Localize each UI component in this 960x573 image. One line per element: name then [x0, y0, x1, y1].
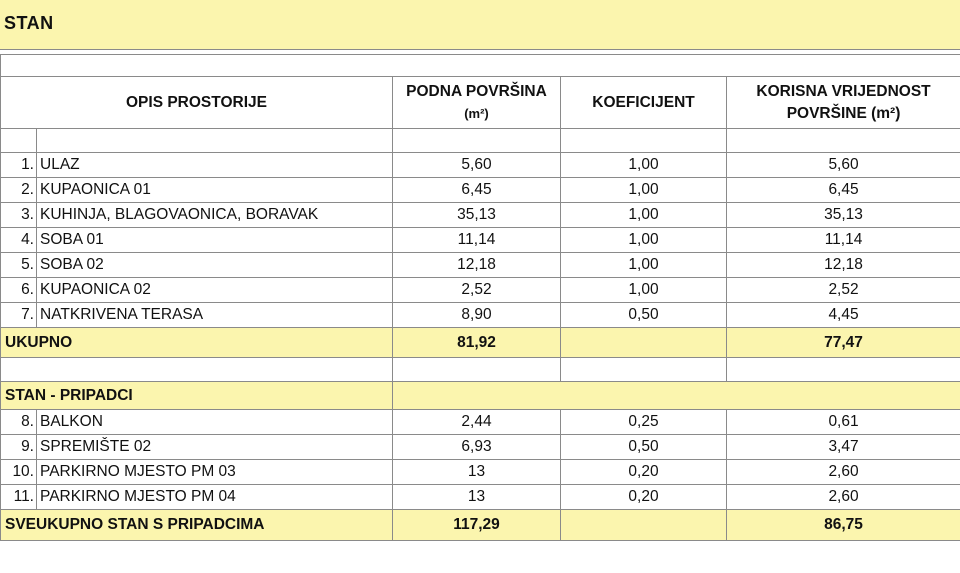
grand-total-area: 117,29	[393, 510, 561, 541]
floor-area: 2,52	[393, 278, 561, 303]
usable-value: 6,45	[727, 178, 960, 203]
room-name: SOBA 01	[37, 228, 393, 253]
appurtenances-title-row	[1, 382, 960, 410]
table-row	[1, 410, 960, 435]
floor-area: 35,13	[393, 203, 561, 228]
room-name: NATKRIVENA TERASA	[37, 303, 393, 328]
floor-area: 5,60	[393, 153, 561, 178]
coefficient: 1,00	[561, 178, 727, 203]
blank-row	[1, 55, 960, 77]
table-row	[1, 153, 960, 178]
table-row	[1, 178, 960, 203]
floor-area: 12,18	[393, 253, 561, 278]
title-band	[0, 0, 960, 50]
floor-area: 6,45	[393, 178, 561, 203]
header-usable-value-line2: POVRŠINE (m²)	[786, 104, 901, 122]
room-name: KUPAONICA 02	[37, 278, 393, 303]
room-name: KUHINJA, BLAGOVAONICA, BORAVAK	[37, 203, 393, 228]
usable-value: 3,47	[727, 435, 960, 460]
coefficient: 0,20	[561, 485, 727, 510]
usable-value: 35,13	[727, 203, 960, 228]
row-number: 6.	[1, 278, 37, 303]
header-floor-area	[393, 77, 561, 129]
usable-value: 0,61	[727, 410, 960, 435]
coefficient: 0,50	[561, 303, 727, 328]
coefficient: 1,00	[561, 203, 727, 228]
coefficient: 0,50	[561, 435, 727, 460]
row-number: 9.	[1, 435, 37, 460]
table-row	[1, 435, 960, 460]
grand-total-row	[1, 510, 960, 541]
appurtenances-body	[1, 410, 960, 510]
usable-value: 4,45	[727, 303, 960, 328]
spacer-row	[1, 358, 960, 382]
header-usable-value-line1: KORISNA VRIJEDNOST	[756, 82, 931, 100]
table-row	[1, 278, 960, 303]
table-row	[1, 485, 960, 510]
total-label: UKUPNO	[1, 328, 393, 358]
table-row	[1, 303, 960, 328]
total-usable: 77,47	[727, 328, 960, 358]
floor-area: 13	[393, 460, 561, 485]
header-usable-value	[727, 77, 960, 129]
usable-value: 11,14	[727, 228, 960, 253]
table-row	[1, 228, 960, 253]
coefficient: 0,20	[561, 460, 727, 485]
appurtenances-title: STAN - PRIPADCI	[1, 382, 393, 410]
room-name: PARKIRNO MJESTO PM 03	[37, 460, 393, 485]
coefficient: 1,00	[561, 253, 727, 278]
rooms-body	[1, 153, 960, 328]
table-row	[1, 253, 960, 278]
usable-value: 2,52	[727, 278, 960, 303]
total-row	[1, 328, 960, 358]
coefficient: 1,00	[561, 228, 727, 253]
row-number: 7.	[1, 303, 37, 328]
coefficient: 1,00	[561, 278, 727, 303]
room-name: BALKON	[37, 410, 393, 435]
header-row	[1, 77, 960, 129]
room-name: KUPAONICA 01	[37, 178, 393, 203]
floor-area: 2,44	[393, 410, 561, 435]
row-number: 8.	[1, 410, 37, 435]
header-floor-area-unit: (m²)	[464, 105, 489, 121]
header-floor-area-label: PODNA POVRŠINA	[406, 82, 547, 100]
area-table	[0, 54, 960, 541]
coefficient: 0,25	[561, 410, 727, 435]
row-number: 10.	[1, 460, 37, 485]
usable-value: 12,18	[727, 253, 960, 278]
table-row	[1, 460, 960, 485]
row-number: 2.	[1, 178, 37, 203]
row-number: 1.	[1, 153, 37, 178]
usable-value: 2,60	[727, 485, 960, 510]
floor-area: 8,90	[393, 303, 561, 328]
grand-total-usable: 86,75	[727, 510, 960, 541]
room-name: ULAZ	[37, 153, 393, 178]
header-coefficient: KOEFICIJENT	[561, 77, 727, 129]
usable-value: 5,60	[727, 153, 960, 178]
sheet-title: STAN	[4, 13, 54, 33]
row-number: 3.	[1, 203, 37, 228]
row-number: 4.	[1, 228, 37, 253]
spacer-row	[1, 129, 960, 153]
row-number: 11.	[1, 485, 37, 510]
coefficient: 1,00	[561, 153, 727, 178]
room-name: PARKIRNO MJESTO PM 04	[37, 485, 393, 510]
floor-area: 13	[393, 485, 561, 510]
header-description: OPIS PROSTORIJE	[1, 77, 393, 129]
floor-area: 11,14	[393, 228, 561, 253]
grand-total-label: SVEUKUPNO STAN S PRIPADCIMA	[1, 510, 393, 541]
room-name: SOBA 02	[37, 253, 393, 278]
row-number: 5.	[1, 253, 37, 278]
usable-value: 2,60	[727, 460, 960, 485]
total-area: 81,92	[393, 328, 561, 358]
table-row	[1, 203, 960, 228]
room-name: SPREMIŠTE 02	[37, 435, 393, 460]
floor-area: 6,93	[393, 435, 561, 460]
